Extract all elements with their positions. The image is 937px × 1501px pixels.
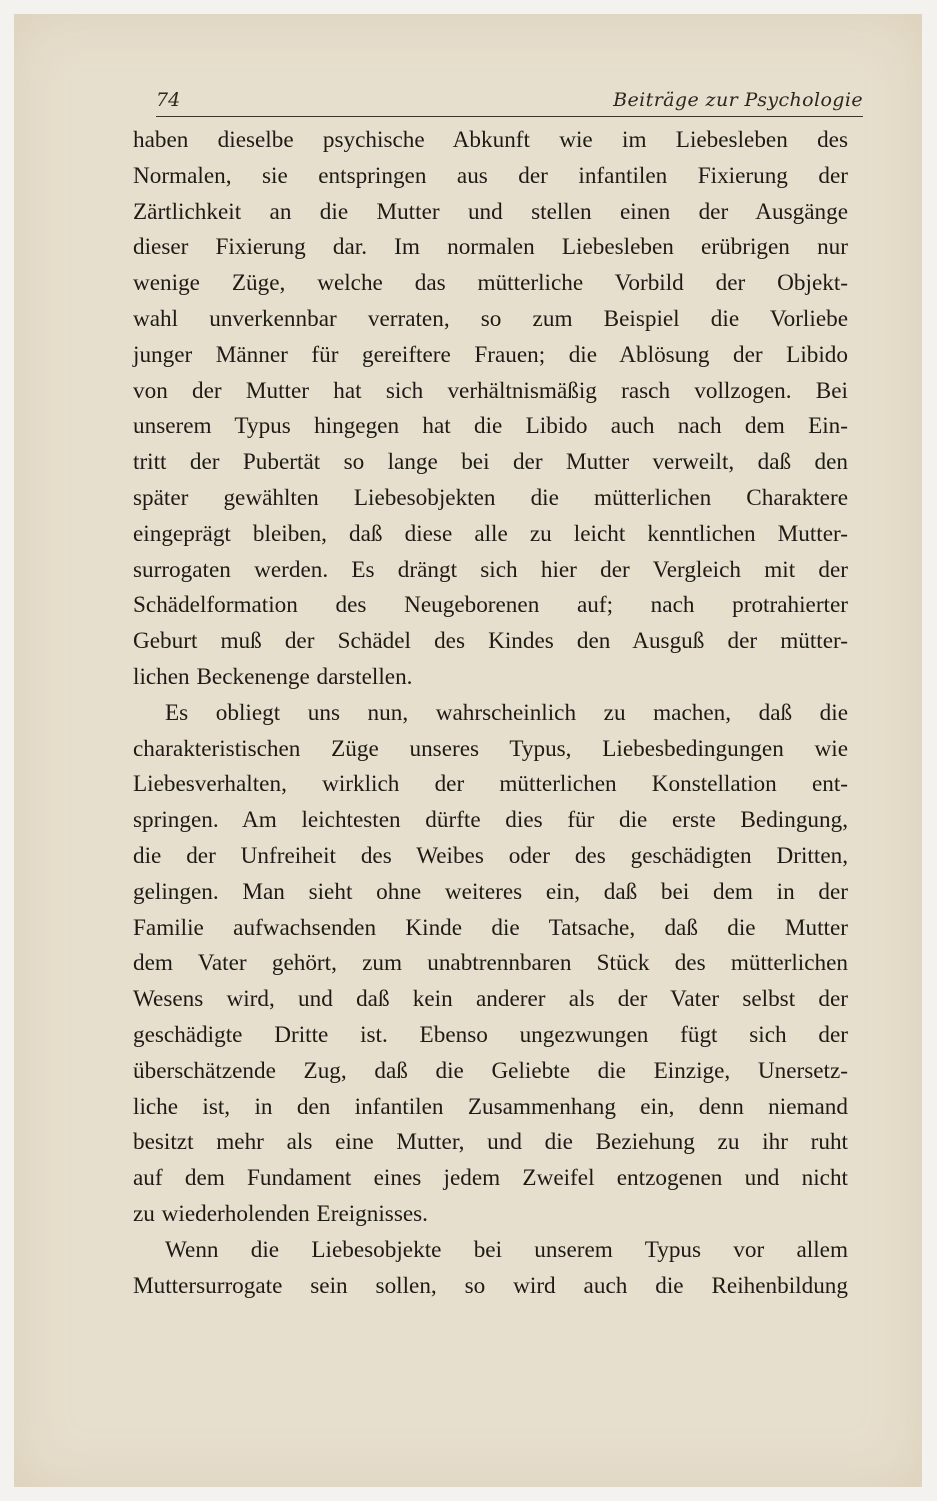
text-line: Geburt muß der Schädel des Kindes den Ausguß der mütter-	[133, 628, 848, 655]
text-line: geschädigte Dritte ist. Ebenso ungezwungen fügt sich der	[133, 1021, 848, 1048]
text-line: auf dem Fundament eines jedem Zweifel entzogenen und nicht	[133, 1165, 848, 1192]
text-line: Zärtlichkeit an die Mutter und stellen einen der Ausgänge	[133, 198, 848, 225]
text-line: Muttersurrogate sein sollen, so wird auch die Reihenbildung	[133, 1272, 848, 1299]
page-header	[156, 82, 863, 117]
text-line: Normalen, sie entspringen aus der infantilen Fixierung der	[133, 162, 848, 189]
text-line: von der Mutter hat sich verhältnismäßig rasch vollzogen. Bei	[133, 377, 848, 404]
text-line: Es obliegt uns nun, wahrscheinlich zu machen, daß die	[165, 699, 848, 726]
text-line: surrogaten werden. Es drängt sich hier der Vergleich mit der	[133, 556, 848, 583]
text-line: dieser Fixierung dar. Im normalen Liebesleben erübrigen nur	[133, 234, 848, 261]
text-line: lichen Beckenenge darstellen.	[133, 663, 413, 690]
text-line: springen. Am leichtesten dürfte dies für die erste Bedingung,	[133, 807, 848, 834]
text-line: zu wiederholenden Ereignisses.	[133, 1200, 428, 1227]
text-line: überschätzende Zug, daß die Geliebte die Einzige, Unersetz-	[133, 1057, 848, 1084]
text-line: tritt der Pubertät so lange bei der Mutter verweilt, daß den	[133, 449, 848, 476]
text-line: haben dieselbe psychische Abkunft wie im Liebesleben des	[133, 127, 848, 153]
text-line: liche ist, in den infantilen Zusammenhang ein, denn niemand	[133, 1093, 848, 1120]
text-line: die der Unfreiheit des Weibes oder des geschädigten Dritten,	[133, 842, 848, 869]
text-line: gelingen. Man sieht ohne weiteres ein, daß bei dem in der	[133, 878, 848, 905]
running-head: Beiträge zur Psychologie	[613, 89, 863, 111]
text-line: junger Männer für gereiftere Frauen; die Ablösung der Libido	[133, 341, 848, 368]
page-number: 74	[156, 89, 181, 111]
text-line: eingeprägt bleiben, daß diese alle zu leicht kenntlichen Mutter-	[133, 520, 848, 547]
text-line: Schädelformation des Neugeborenen auf; nach protrahierter	[133, 592, 848, 619]
paragraph	[133, 696, 848, 1233]
text-line: Liebesverhalten, wirklich der mütterlichen Konstellation ent-	[133, 771, 848, 798]
text-line: dem Vater gehört, zum unabtrennbaren Stück des mütterlichen	[133, 950, 848, 977]
paragraph	[133, 123, 848, 696]
body-text	[133, 123, 848, 1304]
text-line: Wesens wird, und daß kein anderer als der Vater selbst der	[133, 986, 848, 1013]
text-line: wenige Züge, welche das mütterliche Vorbild der Objekt-	[133, 270, 848, 297]
text-line: besitzt mehr als eine Mutter, und die Beziehung zu ihr ruht	[133, 1129, 848, 1156]
text-line: Familie aufwachsenden Kinde die Tatsache, daß die Mutter	[133, 914, 848, 941]
text-line: später gewählten Liebesobjekten die mütterlichen Charaktere	[133, 484, 848, 511]
text-line: charakteristischen Züge unseres Typus, Liebesbedingungen wie	[133, 735, 848, 762]
text-line: unserem Typus hingegen hat die Libido auch nach dem Ein-	[133, 413, 848, 440]
text-line: wahl unverkennbar verraten, so zum Beispiel die Vorliebe	[133, 305, 848, 332]
text-line: Wenn die Liebesobjekte bei unserem Typus vor allem	[165, 1236, 848, 1263]
paragraph	[133, 1233, 848, 1305]
